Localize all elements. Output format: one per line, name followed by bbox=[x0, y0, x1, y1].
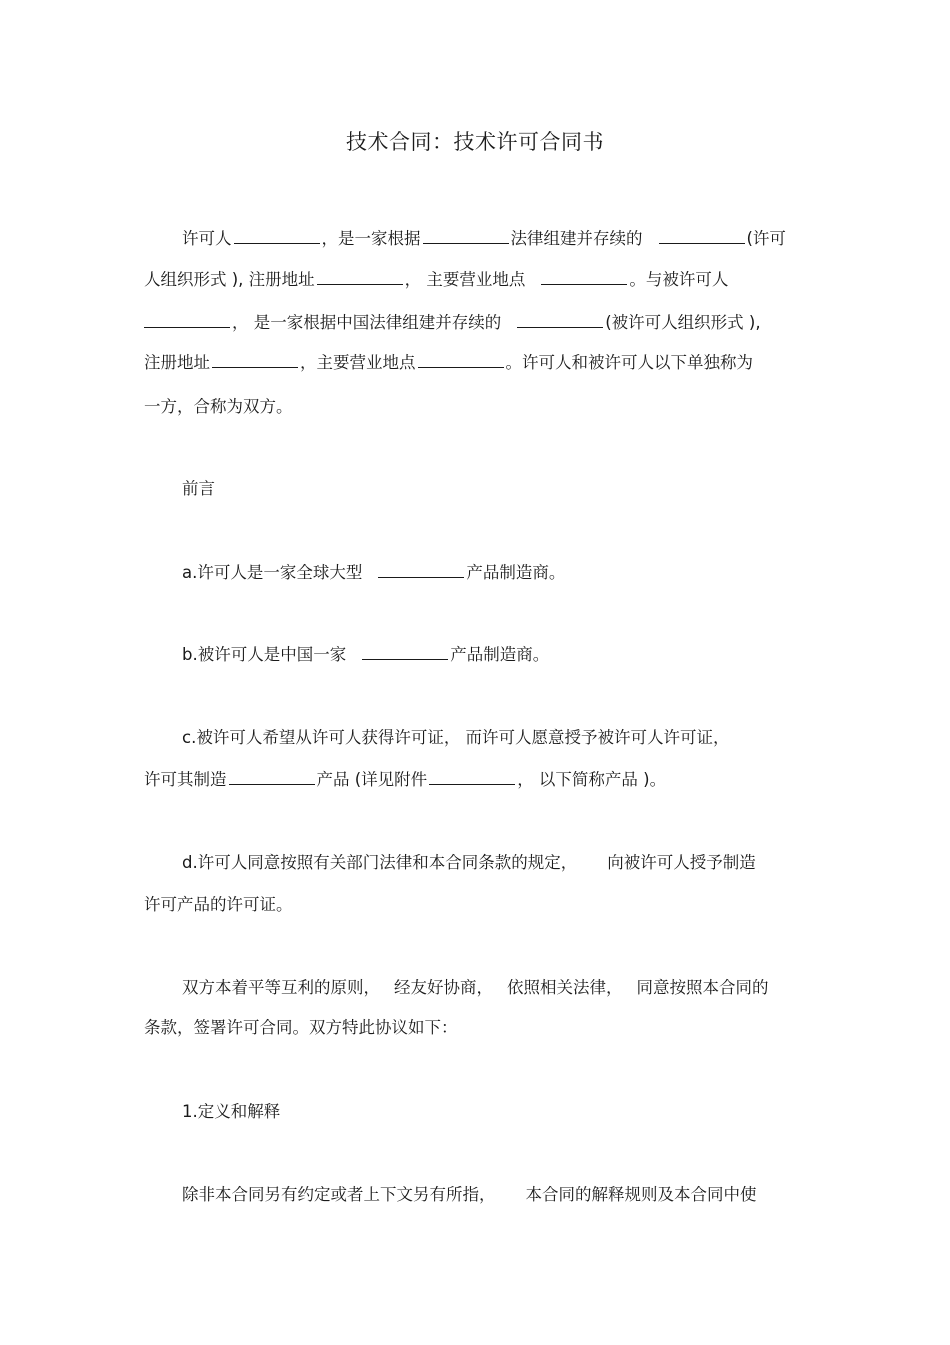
text-span: 。许可人和被许可人以下单独称为 bbox=[505, 353, 753, 372]
parties-line-4 bbox=[144, 350, 824, 376]
preface-heading: 前言 bbox=[182, 479, 215, 498]
text-span: ， 主要营业地点 bbox=[404, 270, 526, 289]
text-span: ， 是一家根据中国法律组建并存续的 bbox=[232, 313, 502, 332]
text-span: 双方本着平等互利的原则， bbox=[182, 978, 380, 997]
text-span: 产品制造商。 bbox=[450, 645, 550, 664]
text-span: 产品 (详见附件 bbox=[316, 770, 428, 789]
text-span: 本合同的解释规则及本合同中使 bbox=[525, 1185, 757, 1204]
text-span: 除非本合同另有约定或者上下文另有所指， bbox=[182, 1185, 496, 1204]
section-1-heading: 1.定义和解释 bbox=[182, 1102, 281, 1121]
parties-line-1 bbox=[182, 226, 862, 252]
document-title: 技术合同：技术许可合同书 bbox=[346, 130, 604, 154]
text-span: 依照相关法律， bbox=[507, 978, 623, 997]
parties-line-2 bbox=[144, 267, 824, 293]
fill-blank bbox=[541, 268, 627, 285]
parties-line-5: 一方，合称为双方。 bbox=[144, 397, 293, 416]
text-span: 许可其制造 bbox=[144, 770, 227, 789]
text-span: 同意按照本合同的 bbox=[636, 978, 769, 997]
fill-blank bbox=[418, 351, 504, 368]
text-span: (被许可人组织形式 ), bbox=[605, 313, 761, 332]
agreement-line-1 bbox=[182, 975, 862, 1001]
preface-item-c-line-2 bbox=[144, 767, 824, 793]
text-span: a.许可人是一家全球大型 bbox=[182, 563, 363, 582]
text-span: ， 以下简称产品 )。 bbox=[517, 770, 667, 789]
agreement-line-2: 条款，签署许可合同。双方特此协议如下： bbox=[144, 1018, 458, 1037]
fill-blank bbox=[212, 351, 298, 368]
text-span: ，主要营业地点 bbox=[300, 353, 416, 372]
text-span: (许可 bbox=[746, 229, 786, 248]
text-span: 向被许可人授予制造 bbox=[607, 853, 756, 872]
fill-blank bbox=[234, 227, 320, 244]
fill-blank bbox=[423, 227, 509, 244]
preface-item-c-line-1: c.被许可人希望从许可人获得许可证， 而许可人愿意授予被许可人许可证， bbox=[182, 728, 730, 747]
fill-blank bbox=[144, 311, 230, 328]
text-span: 法律组建并存续的 bbox=[510, 229, 643, 248]
text-span: 许可人 bbox=[182, 229, 232, 248]
text-span: 产品制造商。 bbox=[466, 563, 566, 582]
text-span: d.许可人同意按照有关部门法律和本合同条款的规定， bbox=[182, 853, 578, 872]
text-span: ，是一家根据 bbox=[321, 229, 421, 248]
text-span: 注册地址 bbox=[144, 353, 210, 372]
text-span: 人组织形式 ), 注册地址 bbox=[144, 270, 315, 289]
text-span: b.被许可人是中国一家 bbox=[182, 645, 347, 664]
fill-blank bbox=[317, 268, 403, 285]
text-span: 经友好协商， bbox=[394, 978, 493, 997]
fill-blank bbox=[429, 768, 515, 785]
section-1-text-line-1 bbox=[182, 1182, 862, 1208]
preface-item-d-line-2: 许可产品的许可证。 bbox=[144, 895, 293, 914]
fill-blank bbox=[362, 643, 448, 660]
fill-blank bbox=[517, 311, 603, 328]
preface-item-a bbox=[182, 560, 862, 586]
preface-item-b bbox=[182, 642, 862, 668]
fill-blank bbox=[659, 227, 745, 244]
fill-blank bbox=[378, 561, 464, 578]
text-span: 。与被许可人 bbox=[629, 270, 729, 289]
preface-item-d-line-1 bbox=[182, 850, 862, 876]
fill-blank bbox=[229, 768, 315, 785]
parties-line-3 bbox=[144, 310, 824, 336]
